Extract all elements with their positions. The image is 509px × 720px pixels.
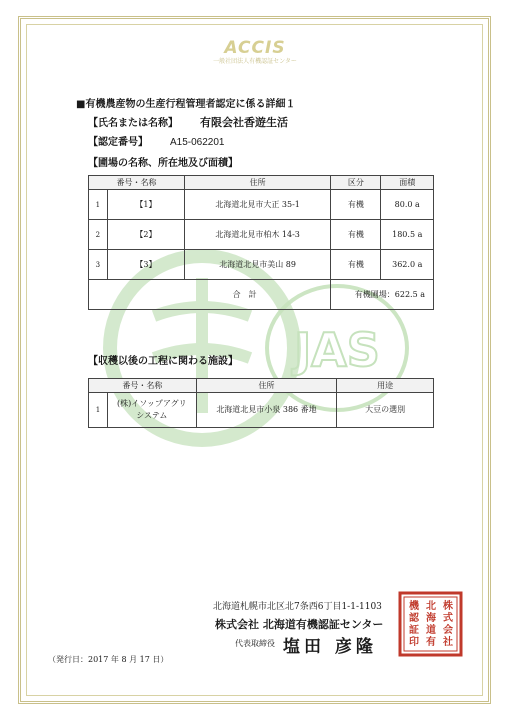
representative-title: 代表取締役 [235,639,275,648]
issuer-organization: 株式会社 北海道有機認証センター [215,618,384,631]
header-use: 用途 [337,379,434,393]
header-area: 面積 [381,176,434,190]
facility-name [107,393,196,428]
header-kubun: 区分 [331,176,381,190]
svg-text:会: 会 [443,625,453,636]
svg-text:機: 機 [409,601,419,612]
holder-label: 【氏名または名称】 [88,118,178,129]
document-heading: ■有機農産物の生産行程管理者認定に係る詳細１ [76,99,296,110]
facility-use: 大豆の選別 [337,393,434,428]
row-number: 1 [89,190,108,220]
field-name: 【1】 [107,190,184,220]
holder-row [88,114,288,130]
total-value: 有機圃場：622.5 a [331,280,434,310]
table-row [89,220,434,250]
logo-subtitle: 一般社団法人有機認証センター [213,58,297,65]
header-address: 住所 [196,379,337,393]
field-name: 【3】 [107,250,184,280]
table-row [89,250,434,280]
holder-value: 有限会社香遊生活 [200,116,288,129]
row-number: 1 [89,393,108,428]
logo-mark: ACCIS [224,38,286,58]
facilities-table-header [89,379,434,393]
svg-text:印: 印 [409,637,419,648]
svg-text:認: 認 [409,613,419,624]
total-row [89,280,434,310]
fields-table [88,175,434,310]
svg-text:道: 道 [426,625,436,636]
certificate-number: A15-062201 [170,137,225,148]
table-row [89,393,434,428]
header-address: 住所 [185,176,331,190]
field-kubun: 有機 [331,190,381,220]
row-number: 3 [89,250,108,280]
field-kubun: 有機 [331,220,381,250]
svg-text:社: 社 [443,637,453,648]
issue-date: （発行日：2017 年 8 月 17 日） [48,655,169,664]
row-number: 2 [89,220,108,250]
header-number-name: 番号・名称 [89,176,185,190]
svg-text:式: 式 [443,613,453,624]
field-area: 80.0 a [381,190,434,220]
header-number-name: 番号・名称 [89,379,197,393]
field-address: 北海道北見市大正 35-1 [185,190,331,220]
facility-name-line1: (株)イソップアグリ [117,399,187,408]
company-seal-icon [398,591,463,657]
svg-text:証: 証 [409,625,419,636]
facility-address: 北海道北見市小泉 386 番地 [196,393,337,428]
fields-table-header [89,176,434,190]
certificate-label: 【認定番号】 [88,137,148,148]
field-name: 【2】 [107,220,184,250]
issuer-address: 北海道札幌市北区北7条西6丁目1-1-1103 [213,602,382,612]
facilities-section-title: 【収穫以後の工程に関わる施設】 [88,356,238,367]
field-address: 北海道北見市柏木 14-3 [185,220,331,250]
facilities-table [88,378,434,428]
field-area: 362.0 a [381,250,434,280]
representative-name: 塩田 彦隆 [283,637,377,657]
table-row [89,190,434,220]
watermark-text: JAS [294,323,380,377]
accis-logo [205,38,305,65]
certificate-row [88,133,225,148]
fields-section-title: 【圃場の名称、所在地及び面積】 [88,158,238,169]
svg-text:有: 有 [426,637,436,648]
facility-name-line2: システム [136,411,168,420]
total-label: 合 計 [89,280,331,310]
field-address: 北海道北見市美山 89 [185,250,331,280]
svg-text:北: 北 [426,601,436,612]
field-area: 180.5 a [381,220,434,250]
field-kubun: 有機 [331,250,381,280]
svg-text:海: 海 [426,613,436,624]
svg-text:株: 株 [443,601,453,612]
